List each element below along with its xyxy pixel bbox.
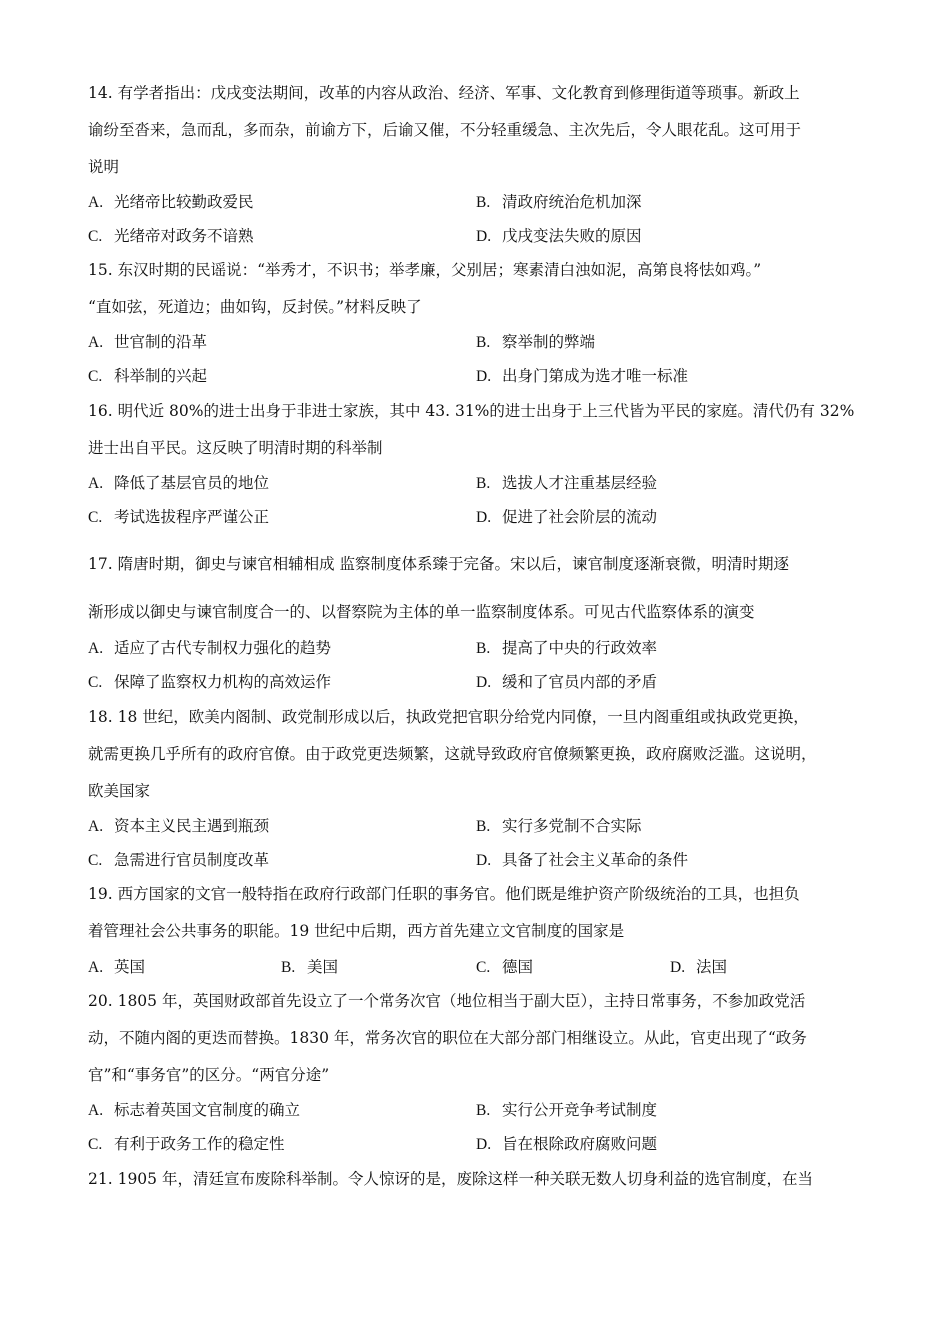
option-letter: C. [88, 368, 103, 385]
q19-option-d [670, 957, 727, 978]
option-letter: B. [476, 640, 491, 657]
q20-option-d [476, 1134, 657, 1155]
q18-line-1: 18. 18 世纪，欧美内阁制、政党制形成以后，执政党把官职分给党内同僚，一旦内阁重组或执政党更换， [88, 708, 809, 726]
option-letter: A. [88, 475, 104, 492]
option-letter: B. [476, 475, 491, 492]
q14-option-d [476, 226, 642, 247]
q17-line-2: 渐形成以御史与谏官制度合一的、以督察院为主体的单一监察制度体系。可见古代监察体系的演变 [88, 603, 755, 621]
option-text: 光绪帝比较勤政爱民 [114, 193, 254, 211]
q20-line-1: 20. 1805 年，英国财政部首先设立了一个常务次官（地位相当于副大臣），主持日常事务，不参加政党活 [88, 992, 806, 1010]
option-letter: D. [476, 368, 492, 385]
option-letter: A. [88, 334, 104, 351]
q16-line-1: 16. 明代近 80%的进士出身于非进士家族，其中 43. 31%的进士出身于上三代皆为平民的家庭。清代仍有 32% [88, 402, 855, 420]
option-text: 科举制的兴起 [114, 367, 208, 385]
q18-line-3: 欧美国家 [88, 782, 151, 800]
q19-option-b [281, 957, 338, 978]
option-text: 具备了社会主义革命的条件 [502, 851, 689, 869]
q15-option-a [88, 332, 207, 353]
option-letter: D. [476, 1136, 492, 1153]
q14-option-a [88, 192, 254, 213]
q21-line-1: 21. 1905 年，清廷宣布废除科举制。令人惊讶的是，废除这样一种关联无数人切身利益的选官制度，在当 [88, 1170, 813, 1188]
option-text: 世官制的沿革 [114, 333, 208, 351]
q16-option-b [476, 473, 657, 494]
q17-option-d [476, 672, 657, 693]
option-letter: C. [476, 959, 491, 976]
option-text: 戊戌变法失败的原因 [502, 227, 642, 245]
q15-line-1: 15. 东汉时期的民谣说：“举秀才，不识书；举孝廉，父别居；寒素清白浊如泥，高第良将怯如鸡。” [88, 261, 762, 279]
option-letter: B. [476, 194, 491, 211]
option-text: 缓和了官员内部的矛盾 [502, 673, 658, 691]
option-text: 提高了中央的行政效率 [502, 639, 658, 657]
q19-line-1: 19. 西方国家的文官一般特指在政府行政部门任职的事务官。他们既是维护资产阶级统治的工具，也担负 [88, 885, 800, 903]
option-text: 出身门第成为选才唯一标准 [502, 367, 689, 385]
option-letter: C. [88, 852, 103, 869]
option-text: 适应了古代专制权力强化的趋势 [114, 639, 332, 657]
option-text: 清政府统治危机加深 [502, 193, 642, 211]
q17-option-c [88, 672, 331, 693]
q18-line-2: 就需更换几乎所有的政府官僚。由于政党更迭频繁，这就导致政府官僚频繁更换，政府腐败泛滥。这说明， [88, 745, 817, 763]
q20-line-2: 动，不随内阁的更迭而替换。1830 年，常务次官的职位在大部分部门相继设立。从此，官吏出现了“政务 [88, 1029, 807, 1047]
q16-line-2: 进士出自平民。这反映了明清时期的科举制 [88, 439, 383, 457]
q16-option-a [88, 473, 269, 494]
q15-option-b [476, 332, 595, 353]
q20-option-a [88, 1100, 300, 1121]
q16-option-d [476, 507, 657, 528]
option-letter: D. [670, 959, 686, 976]
option-text: 美国 [307, 958, 339, 976]
q20-line-3: 官”和“事务官”的区分。“两官分途” [88, 1066, 330, 1084]
option-text: 实行多党制不合实际 [502, 817, 642, 835]
q14-line-2: 谕纷至沓来，急而乱，多而杂，前谕方下，后谕又催，不分轻重缓急、主次先后，令人眼花乱。这可用于 [88, 121, 802, 139]
option-letter: B. [476, 334, 491, 351]
q18-option-a [88, 816, 269, 837]
option-text: 选拔人才注重基层经验 [502, 474, 658, 492]
option-letter: A. [88, 818, 104, 835]
option-letter: B. [476, 1102, 491, 1119]
q19-option-a [88, 957, 145, 978]
option-letter: A. [88, 194, 104, 211]
q14-line-1: 14. 有学者指出：戊戌变法期间，改革的内容从政治、经济、军事、文化教育到修理街道等琐事。新政上 [88, 84, 800, 102]
q18-option-d [476, 850, 688, 871]
q14-line-3: 说明 [88, 158, 120, 176]
q17-line-1: 17. 隋唐时期，御史与谏官相辅相成 监察制度体系臻于完备。宋以后，谏官制度逐渐衰微，明清时期逐 [88, 555, 790, 573]
option-text: 德国 [502, 958, 534, 976]
q16-option-c [88, 507, 269, 528]
option-text: 降低了基层官员的地位 [114, 474, 270, 492]
option-letter: B. [476, 818, 491, 835]
option-letter: B. [281, 959, 296, 976]
option-letter: A. [88, 640, 104, 657]
option-text: 有利于政务工作的稳定性 [114, 1135, 285, 1153]
option-text: 促进了社会阶层的流动 [502, 508, 658, 526]
option-letter: D. [476, 852, 492, 869]
option-text: 法国 [696, 958, 728, 976]
option-text: 光绪帝对政务不谙熟 [114, 227, 254, 245]
option-text: 察举制的弊端 [502, 333, 596, 351]
option-text: 考试选拔程序严谨公正 [114, 508, 270, 526]
q15-option-d [476, 366, 688, 387]
q18-option-b [476, 816, 642, 837]
q18-option-c [88, 850, 269, 871]
q19-option-c [476, 957, 533, 978]
option-text: 标志着英国文官制度的确立 [114, 1101, 301, 1119]
option-letter: C. [88, 228, 103, 245]
q20-option-b [476, 1100, 657, 1121]
q17-option-a [88, 638, 331, 659]
q14-option-c [88, 226, 254, 247]
option-text: 实行公开竞争考试制度 [502, 1101, 658, 1119]
option-text: 资本主义民主遇到瓶颈 [114, 817, 270, 835]
option-letter: C. [88, 1136, 103, 1153]
option-letter: C. [88, 674, 103, 691]
q19-line-2: 着管理社会公共事务的职能。19 世纪中后期，西方首先建立文官制度的国家是 [88, 922, 625, 940]
option-letter: D. [476, 509, 492, 526]
option-letter: D. [476, 228, 492, 245]
option-text: 急需进行官员制度改革 [114, 851, 270, 869]
option-letter: A. [88, 959, 104, 976]
q15-line-2: “直如弦，死道边；曲如钩，反封侯。”材料反映了 [88, 298, 422, 316]
q15-option-c [88, 366, 207, 387]
option-letter: C. [88, 509, 103, 526]
option-text: 英国 [114, 958, 146, 976]
option-text: 保障了监察权力机构的高效运作 [114, 673, 332, 691]
option-letter: A. [88, 1102, 104, 1119]
q17-option-b [476, 638, 657, 659]
q14-option-b [476, 192, 642, 213]
option-text: 旨在根除政府腐败问题 [502, 1135, 658, 1153]
option-letter: D. [476, 674, 492, 691]
q20-option-c [88, 1134, 285, 1155]
